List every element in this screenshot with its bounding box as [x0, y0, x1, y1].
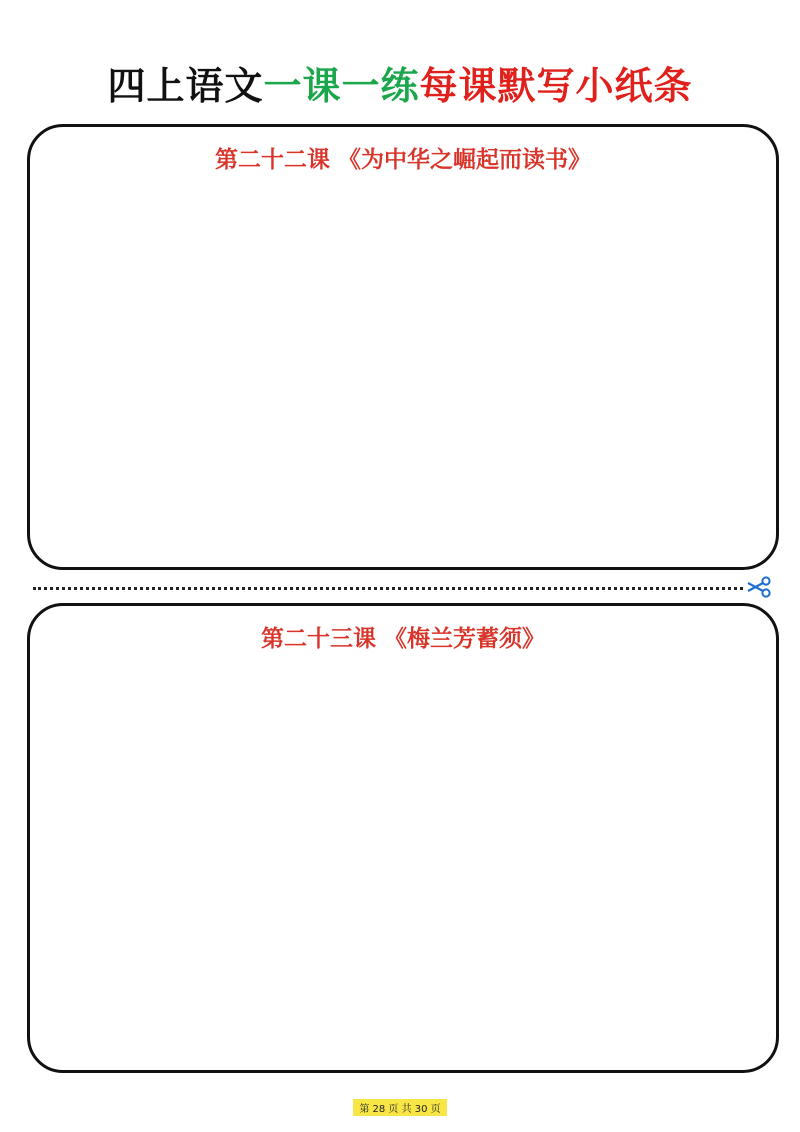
page-footer [0, 1097, 800, 1116]
scissors-icon [746, 576, 772, 598]
cut-line [33, 587, 743, 590]
lesson-22-panel [27, 124, 779, 570]
lesson-23-panel [27, 603, 779, 1073]
lesson-23-title: 第二十三课 《梅兰芳蓄须》 [260, 626, 545, 652]
title-part-3: 每课默写小纸条 [419, 64, 693, 108]
title-part-2: 一课一练 [263, 64, 420, 108]
page-number: 第 28 页 共 30 页 [353, 1099, 446, 1116]
lesson-22-title: 第二十二课 《为中华之崛起而读书》 [214, 147, 591, 173]
page-title [0, 55, 800, 110]
title-part-1: 四上语文 [107, 64, 264, 108]
